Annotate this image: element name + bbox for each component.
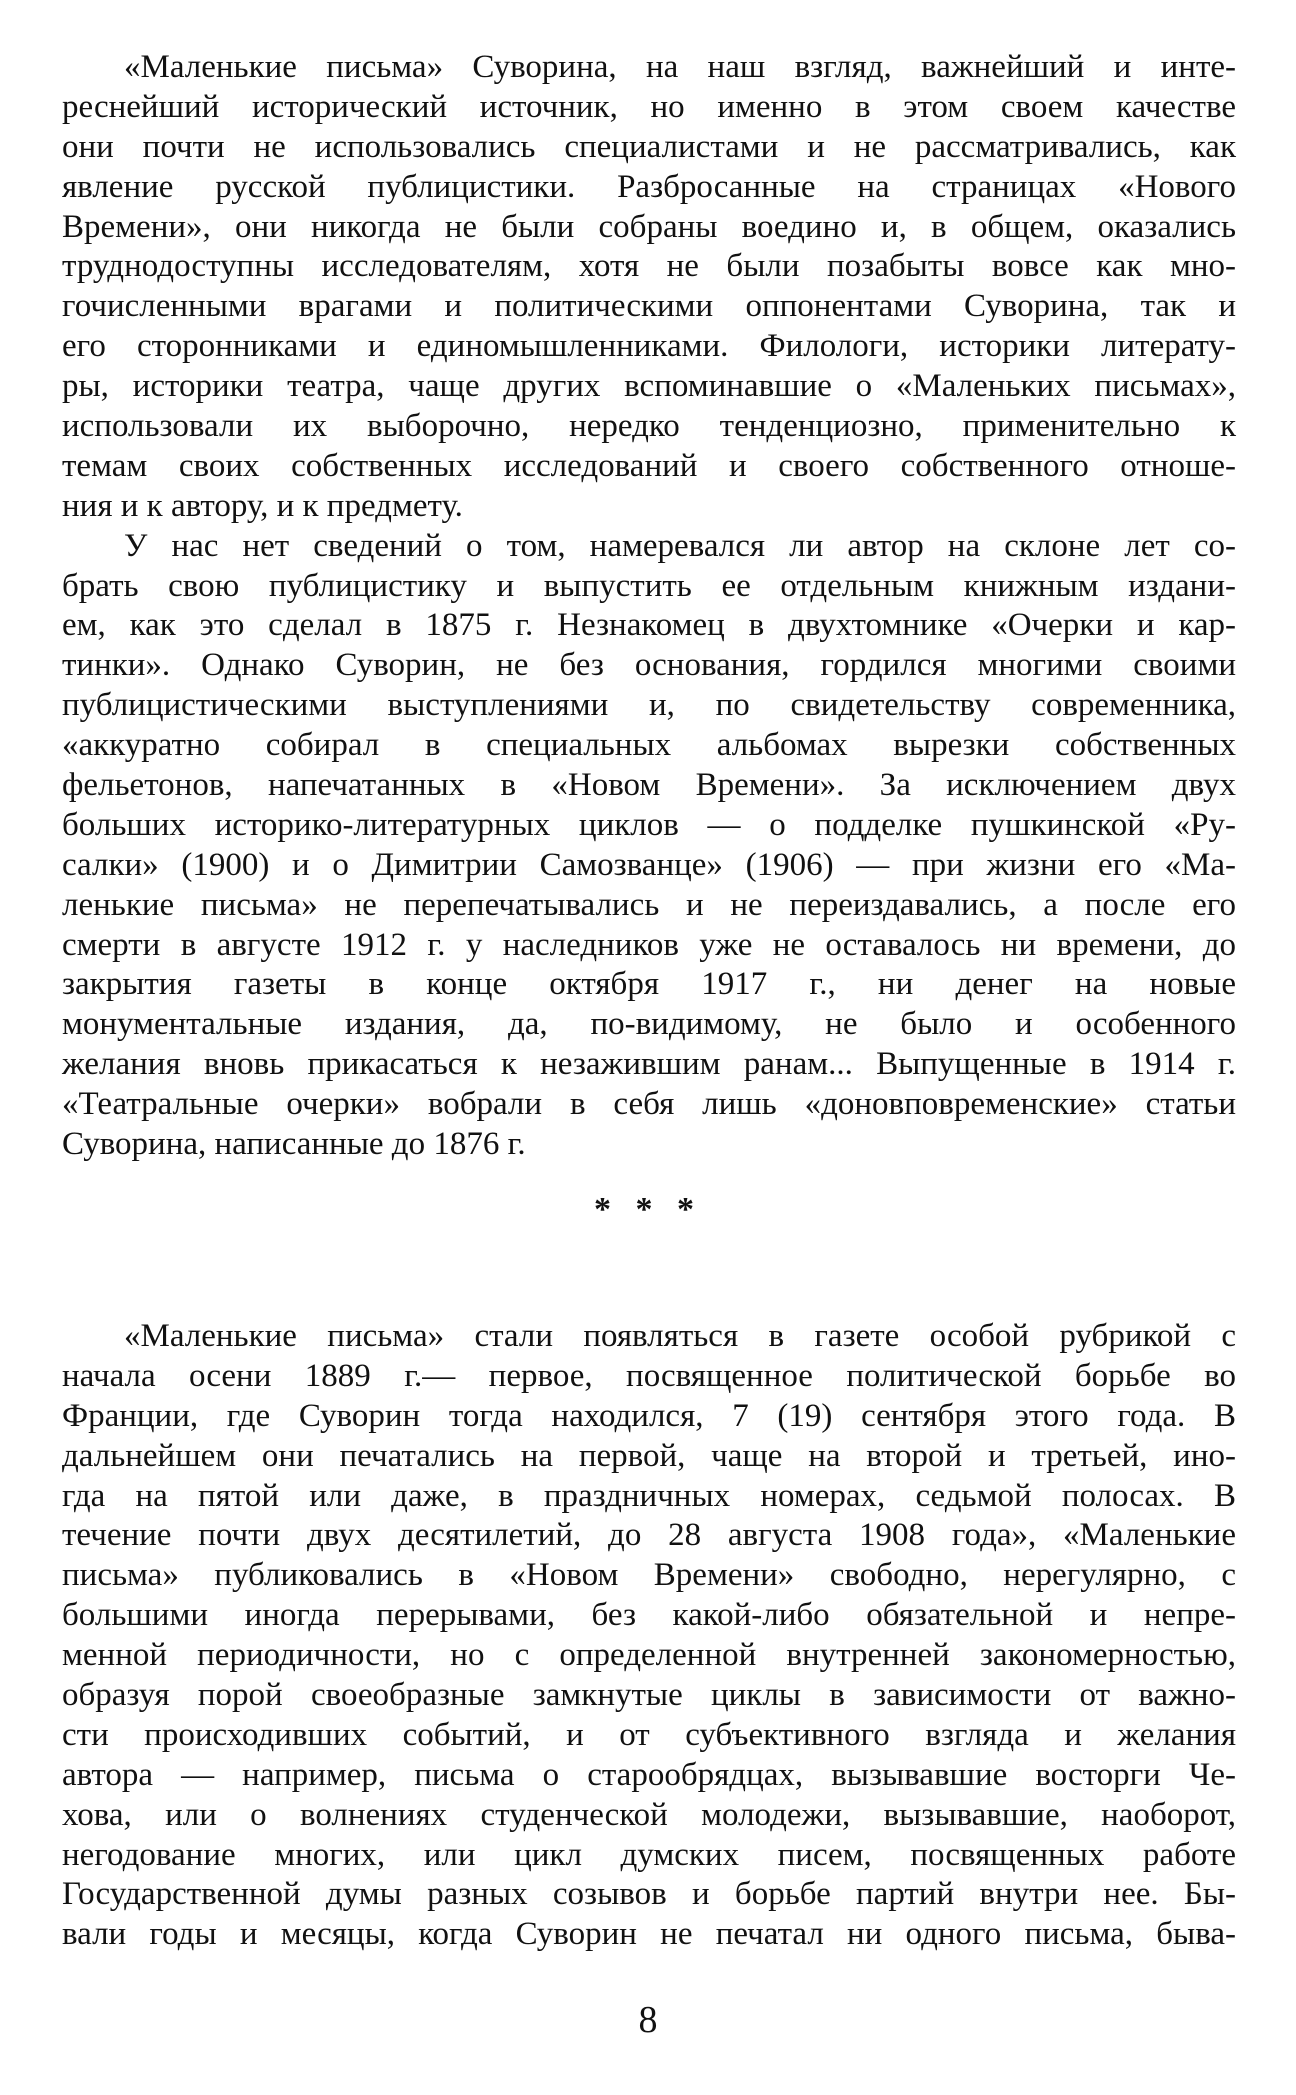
page-number: 8 xyxy=(638,1999,658,2041)
text-line: явление русской публицистики. Разбросанные на страницах «Нового xyxy=(62,168,1236,205)
text-line: автора — например, письма о старообрядцах, вызывавшие восторги Че- xyxy=(62,1756,1236,1793)
paragraph-3 xyxy=(62,1317,1236,1955)
text-line: желания вновь прикасаться к незажившим ранам... Выпущенные в 1914 г. xyxy=(62,1046,1236,1083)
text-line: образуя порой своеобразные замкнутые циклы в зависимости от важно- xyxy=(62,1677,1236,1714)
text-line: тинки». Однако Суворин, не без основания, гордился многими своими xyxy=(62,647,1236,684)
text-line: ния и к автору, и к предмету. xyxy=(62,487,463,524)
text-line: смерти в августе 1912 г. у наследников уже не оставалось ни времени, до xyxy=(62,926,1236,963)
text-line: Франции, где Суворин тогда находился, 7 (19) сентября этого года. В xyxy=(62,1397,1236,1434)
text-line: ем, как это сделал в 1875 г. Незнакомец в двухтомнике «Очерки и кар- xyxy=(62,607,1236,644)
text-line: вали годы и месяцы, когда Суворин не печатал ни одного письма, быва- xyxy=(62,1916,1236,1953)
text-line: течение почти двух десятилетий, до 28 августа 1908 года», «Маленькие xyxy=(62,1517,1236,1554)
text-line: «аккуратно собирал в специальных альбомах вырезки собственных xyxy=(62,727,1236,764)
text-line: «Театральные очерки» вобрали в себя лишь «доновповременские» статьи xyxy=(62,1086,1236,1123)
text-block-bottom xyxy=(62,1317,1236,1955)
text-line: менной периодичности, но с определенной внутренней закономерностью, xyxy=(62,1637,1236,1674)
text-line: сти происходивших событий, и от субъективного взгляда и желания xyxy=(62,1716,1236,1753)
text-line: большими иногда перерывами, без какой-либо обязательной и непре- xyxy=(62,1597,1236,1634)
paragraph-2 xyxy=(62,527,1236,1165)
text-line: «Маленькие письма» Суворина, на наш взгляд, важнейший и инте- xyxy=(124,49,1236,85)
text-line: негодование многих, или цикл думских писем, посвященных работе xyxy=(62,1836,1236,1873)
paragraph-1 xyxy=(62,48,1236,527)
text-line: фельетонов, напечатанных в «Новом Времени». За исключением двух xyxy=(62,767,1236,804)
text-line: закрытия газеты в конце октября 1917 г., ни денег на новые xyxy=(62,966,1236,1003)
text-line: публицистическими выступлениями и, по свидетельству современника, xyxy=(62,687,1236,724)
text-line: больших историко-литературных циклов — о подделке пушкинской «Ру- xyxy=(62,806,1236,843)
text-line: брать свою публицистику и выпустить ее отдельным книжным издани- xyxy=(62,567,1236,604)
text-line: хова, или о волнениях студенческой молодежи, вызывавшие, наоборот, xyxy=(62,1796,1236,1833)
text-line: труднодоступны исследователям, хотя не были позабыты вовсе как мно- xyxy=(62,248,1236,285)
text-line: монументальные издания, да, по-видимому, не было и особенного xyxy=(62,1006,1236,1043)
text-line: начала осени 1889 г.— первое, посвященное политической борьбе во xyxy=(62,1357,1236,1394)
text-line: гда на пятой или даже, в праздничных номерах, седьмой полосах. В xyxy=(62,1477,1236,1514)
text-line: ры, историки театра, чаще других вспоминавшие о «Маленьких письмах», xyxy=(62,368,1236,405)
text-line: использовали их выборочно, нередко тенденциозно, применительно к xyxy=(62,408,1236,445)
text-line: реснейший исторический источник, но именно в этом своем качестве xyxy=(62,88,1236,125)
text-block-top xyxy=(62,48,1236,1165)
text-line: У нас нет сведений о том, намеревался ли автор на склоне лет со- xyxy=(124,527,1236,564)
text-line: темам своих собственных исследований и своего собственного отноше- xyxy=(62,447,1236,484)
text-line: его сторонниками и единомышленниками. Филологи, историки литерату- xyxy=(62,328,1236,365)
text-line: дальнейшем они печатались на первой, чаще на второй и третьей, ино- xyxy=(62,1437,1236,1474)
text-line: ленькие письма» не перепечатывались и не переиздавались, а после его xyxy=(62,886,1236,923)
text-line: «Маленькие письма» стали появляться в газете особой рубрикой с xyxy=(124,1318,1236,1354)
text-line: они почти не использовались специалистами и не рассматривались, как xyxy=(62,128,1236,165)
text-line: Государственной думы разных созывов и борьбе партий внутри нее. Бы- xyxy=(62,1876,1236,1913)
section-separator: * * * xyxy=(594,1191,702,1228)
text-line: Суворина, написанные до 1876 г. xyxy=(62,1126,526,1163)
text-line: гочисленными врагами и политическими оппонентами Суворина, так и xyxy=(62,288,1236,325)
text-line: письма» публиковались в «Новом Времени» свободно, нерегулярно, с xyxy=(62,1557,1236,1594)
text-line: салки» (1900) и о Димитрии Самозванце» (1906) — при жизни его «Ма- xyxy=(62,846,1236,883)
text-line: Времени», они никогда не были собраны воедино и, в общем, оказались xyxy=(62,208,1236,245)
